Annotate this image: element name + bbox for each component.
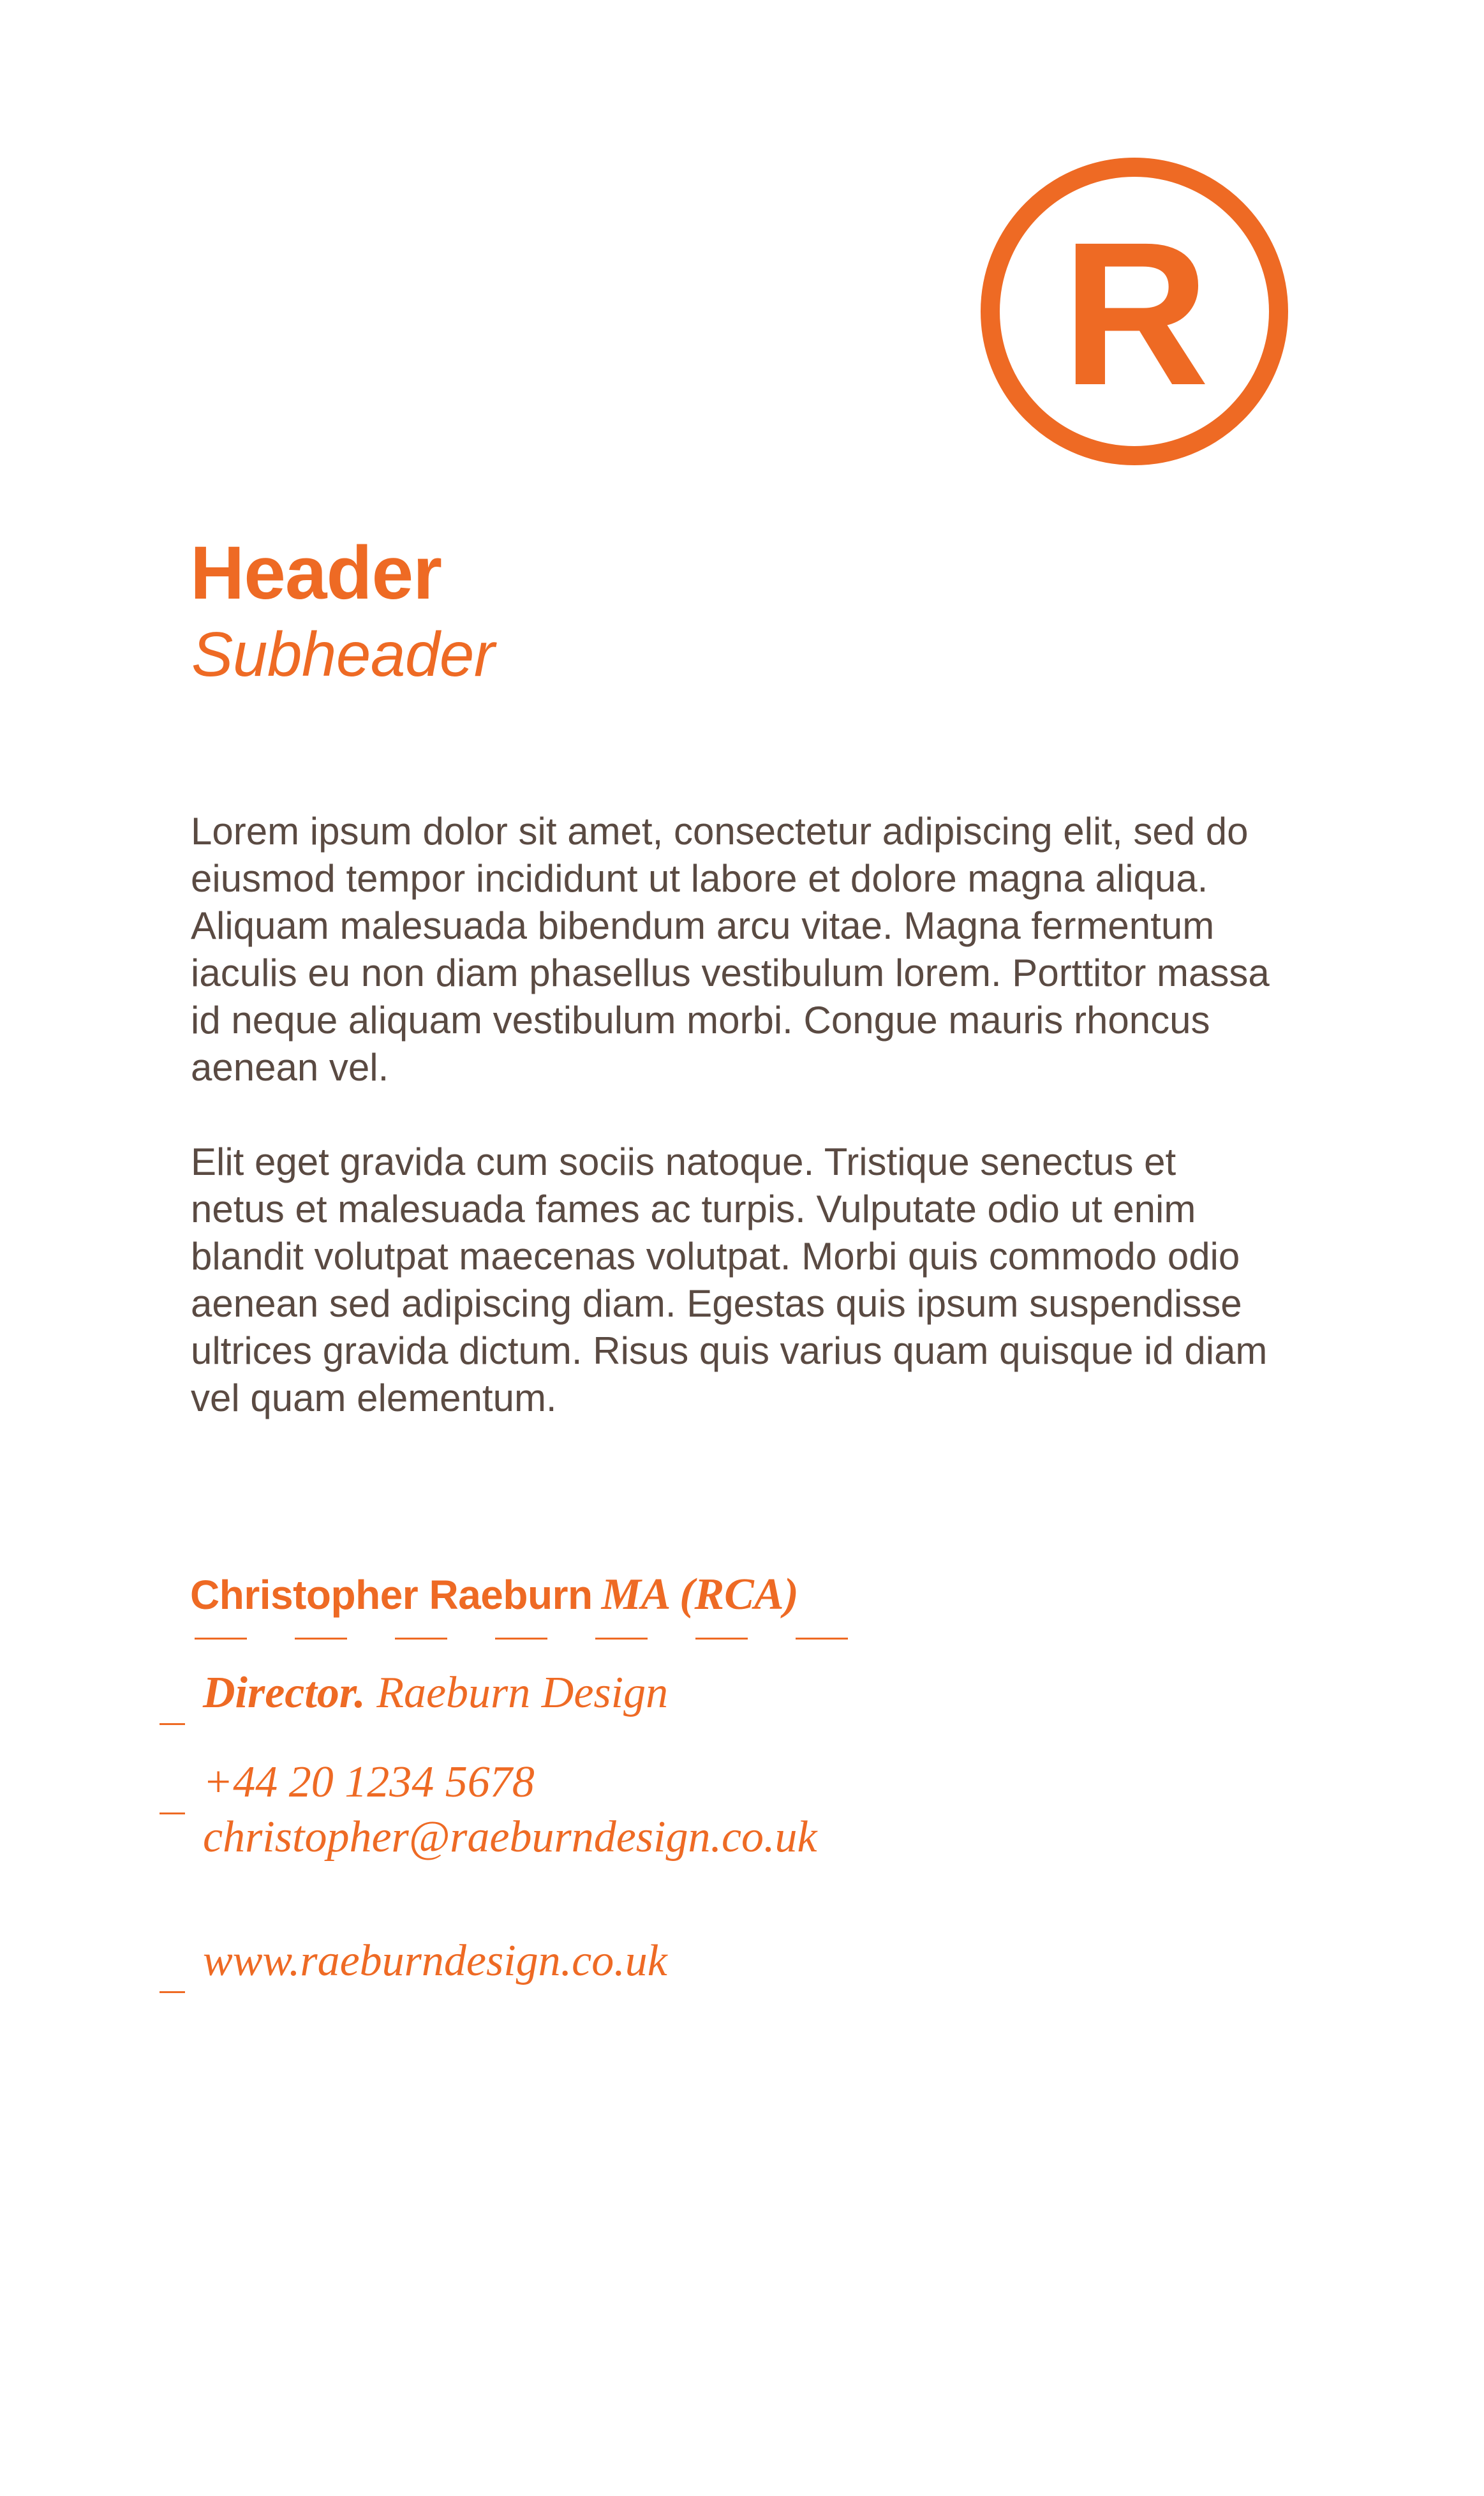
signature-name-line xyxy=(190,1566,799,1635)
divider-dash xyxy=(195,1638,247,1640)
company-name: Raeburn Design xyxy=(376,1668,669,1717)
dashed-divider xyxy=(195,1638,848,1643)
body-copy xyxy=(191,808,1333,1469)
divider-dash xyxy=(695,1638,748,1640)
registered-r-icon xyxy=(981,158,1288,465)
website-link[interactable]: www.raeburndesign.co.uk xyxy=(203,1936,667,1985)
paragraph: Elit eget gravida cum sociis natoque. Tristique senectus et netus et malesuada fames ac turpis. Vulputate odio ut enim blandit volutpat maecenas volutpat. Morbi quis commodo odio aenean sed adipiscing diam. Egestas quis ipsum suspendisse ultrices gravida dictum. Risus quis varius quam quisque id diam vel quam elementum. xyxy=(191,1140,1268,1419)
divider-dash xyxy=(395,1638,447,1640)
divider-dash xyxy=(295,1638,347,1640)
paragraph: Lorem ipsum dolor sit amet, consectetur adipiscing elit, sed do eiusmod tempor incididunt ut labore et dolore magna aliqua. Aliquam malesuada bibendum arcu vitae. Magna fermentum iaculis eu non diam phasellus vestibulum lorem. Porttitor massa id neque aliquam vestibulum morbi. Congue mauris rhoncus aenean vel. xyxy=(191,810,1270,1089)
signature-name: Christopher Raeburn xyxy=(190,1572,593,1618)
signature-credentials: MA (RCA) xyxy=(601,1570,799,1619)
divider-dash xyxy=(495,1638,547,1640)
divider-dash xyxy=(796,1638,848,1640)
phone-number: +44 20 1234 5678 xyxy=(203,1758,535,1807)
email-link[interactable]: christopher@raeburndesign.co.uk xyxy=(203,1812,817,1862)
bullet-dash xyxy=(160,1812,185,1814)
bullet-dash xyxy=(160,1723,185,1725)
logo-letter: R xyxy=(1062,199,1210,428)
role-label: Director. xyxy=(203,1668,366,1717)
page-subtitle: Subheader xyxy=(191,619,495,689)
divider-dash xyxy=(595,1638,648,1640)
bullet-dash xyxy=(160,1991,185,1993)
page-title: Header xyxy=(190,531,442,615)
role-line xyxy=(203,1666,668,1721)
